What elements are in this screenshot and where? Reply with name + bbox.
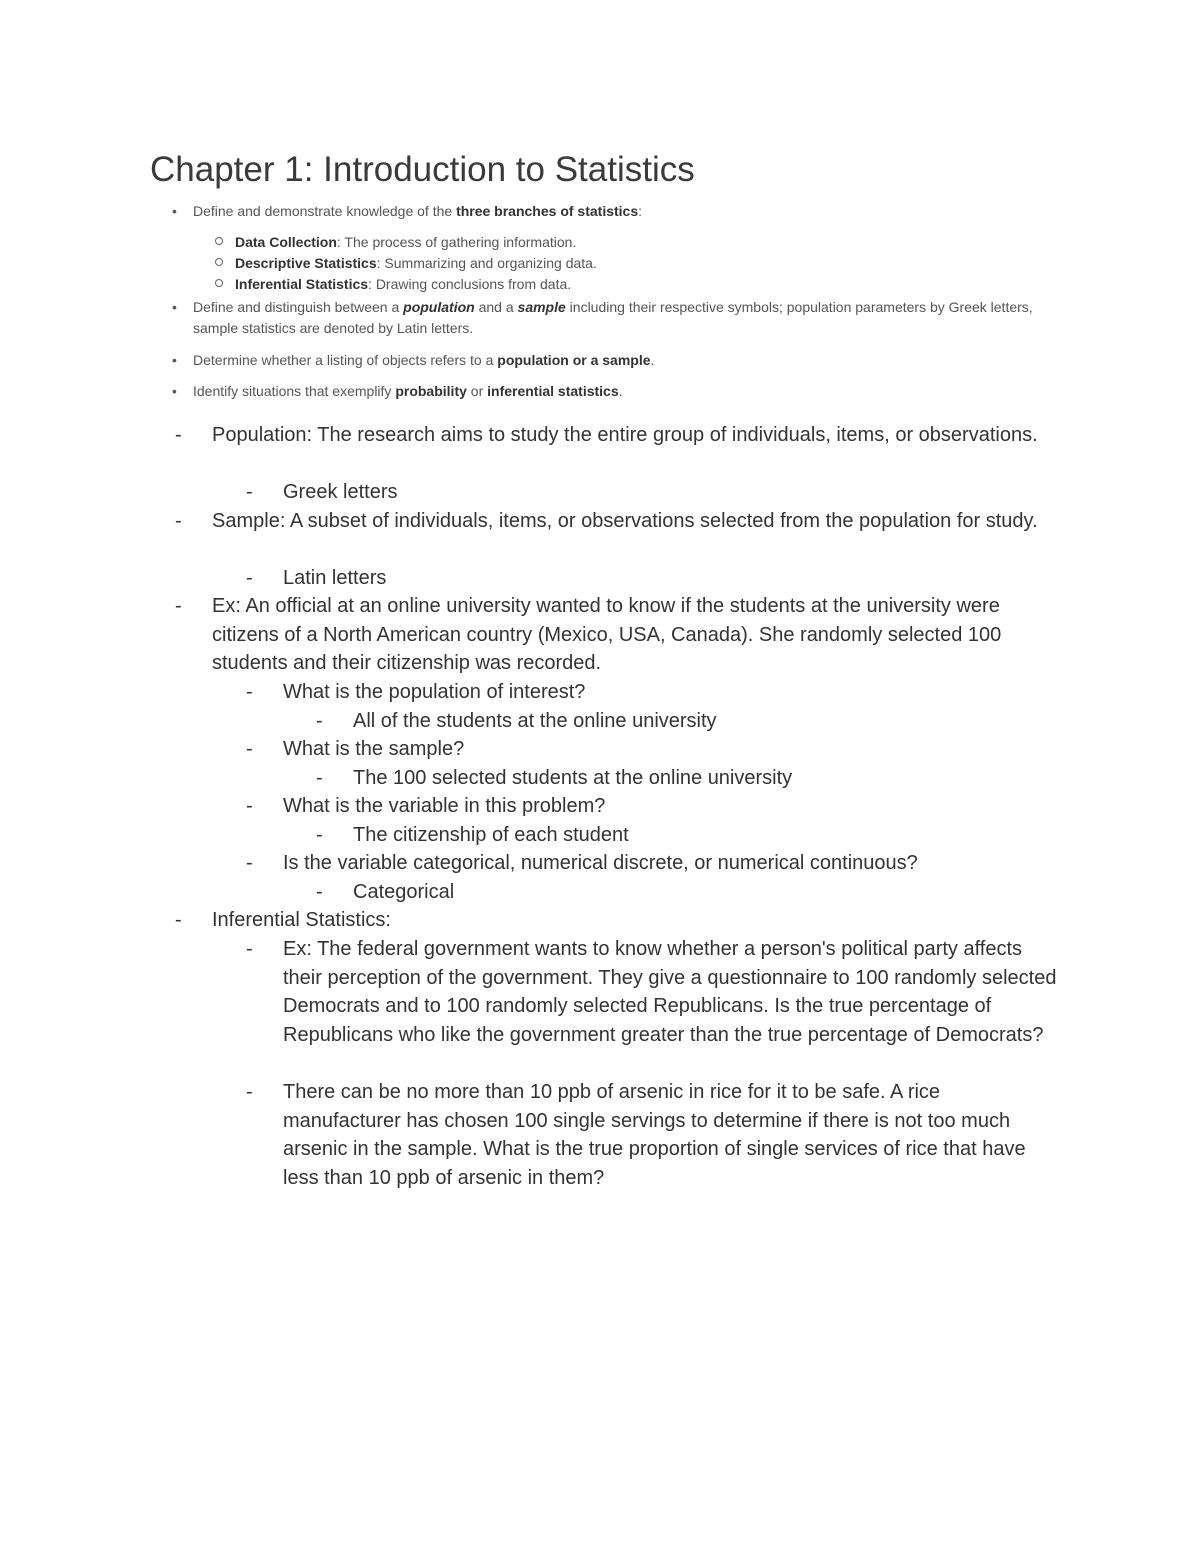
page-title: Chapter 1: Introduction to Statistics [150,150,695,189]
dash-bullet-icon: - [246,852,253,874]
objective-text: Define and demonstrate knowledge of the three branches of statistics: [193,203,643,219]
note-text: What is the sample? [283,738,465,760]
note-text: The citizenship of each student [353,824,629,846]
note-text: Greek letters [283,481,398,503]
note-text: All of the students at the online university [353,710,717,732]
dash-bullet-icon: - [175,424,182,446]
branch-item: Inferential Statistics: Drawing conclusions from data. [215,274,571,295]
circle-bullet-icon [215,279,223,287]
branch-item: Descriptive Statistics: Summarizing and organizing data. [215,253,597,274]
dash-bullet-icon: - [316,710,323,732]
dash-bullet-icon: - [175,510,182,532]
dash-bullet-icon: - [246,1081,253,1103]
dash-bullet-icon: - [316,767,323,789]
note-text: Latin letters [283,567,387,589]
note-text: The 100 selected students at the online university [353,767,793,789]
note-text: Population: The research aims to study the entire group of individuals, items, or observations. [212,424,1038,446]
dash-bullet-icon: - [246,938,253,960]
branch-item: Data Collection: The process of gathering information. [215,232,576,253]
note-text: Is the variable categorical, numerical discrete, or numerical continuous? [283,852,918,874]
bullet-icon: • [172,383,177,399]
note-text: Sample: A subset of individuals, items, or observations selected from the population for study. [212,510,1038,532]
bullet-icon: • [172,203,177,219]
dash-bullet-icon: - [246,681,253,703]
dash-bullet-icon: - [246,795,253,817]
circle-bullet-icon [215,237,223,245]
note-text: There can be no more than 10 ppb of arsenic in rice for it to be safe. A rice manufacturer has chosen 100 single servings to determine if there is not too much arsenic in the sample. What is the true proportion of single services of rice that have less than 10 ppb of arsenic in them? [283,1081,1026,1189]
dash-bullet-icon: - [246,738,253,760]
note-text: Categorical [353,881,455,903]
dash-bullet-icon: - [246,567,253,589]
bullet-icon: • [172,352,177,368]
note-text: Inferential Statistics: [212,909,391,931]
dash-bullet-icon: - [175,595,182,617]
note-text: Ex: An official at an online university wanted to know if the students at the university were citizens of a North American country (Mexico, USA, Canada). She randomly selected 100 students and their citizenship was recorded. [212,595,1002,674]
note-text: What is the variable in this problem? [283,795,606,817]
objective-text: Determine whether a listing of objects refers to a population or a sample. [193,352,655,368]
dash-bullet-icon: - [316,881,323,903]
note-text: Ex: The federal government wants to know whether a person's political party affects their perception of the government. They give a questionnaire to 100 randomly selected Democrats and to 100 randomly selected Republicans. Is the true percentage of Republicans who like the government greater than the true percentage of Democrats? [283,938,1057,1046]
objective-text: Identify situations that exemplify probability or inferential statistics. [193,383,623,399]
dash-bullet-icon: - [246,481,253,503]
circle-bullet-icon [215,258,223,266]
bullet-icon: • [172,299,177,315]
dash-bullet-icon: - [175,909,182,931]
note-text: What is the population of interest? [283,681,586,703]
dash-bullet-icon: - [316,824,323,846]
objective-text: Define and distinguish between a population and a sample including their respective symbols; population parameters by Greek letters, sample statistics are denoted by Latin letters. [193,299,1033,336]
